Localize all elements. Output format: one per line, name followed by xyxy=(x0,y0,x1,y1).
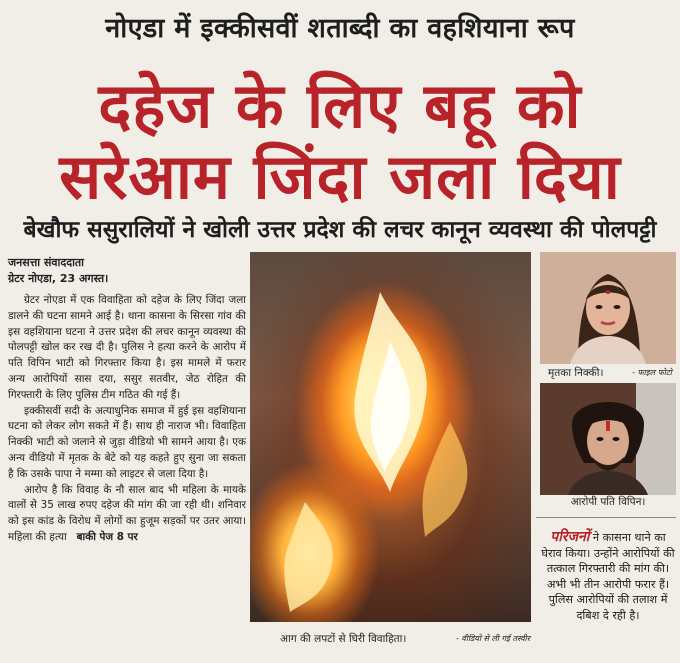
flame-illustration xyxy=(250,252,531,622)
article-paragraph-3-text: आरोप है कि विवाह के नौ साल बाद भी महिला के मायके वालों से 35 लाख रुपए दहेज की मांग की जा रही थी। शनिवार को इस कांड के विरोध में लोगों का हुजूम सड़कों पर उतर आया। महिला की हत्या xyxy=(8,483,246,543)
portrait-accused xyxy=(540,383,676,495)
main-headline-line-1: दहेज के लिए बहू को xyxy=(98,69,582,142)
kicker-headline: नोएडा में इक्कीसवीं शताब्दी का वहशियाना रूप xyxy=(105,13,575,44)
sidebar-divider xyxy=(536,517,676,518)
main-photo-caption: आग की लपटों से घिरी विवाहिता। xyxy=(280,633,407,645)
main-photo-credit: - वीडियो से ली गई तस्वीर xyxy=(456,634,530,643)
subheadline: बेखौफ ससुरालियों ने खोली उत्तर प्रदेश की लचर कानून व्यवस्था की पोलपट्टी xyxy=(23,217,657,243)
main-photo-caption-bar xyxy=(250,628,530,650)
accused-caption: आरोपी पति विपिन। xyxy=(570,496,646,508)
victim-portrait-illustration xyxy=(540,252,676,364)
place-date: ग्रेटर नोएडा, 23 अगस्त। xyxy=(8,272,109,285)
article-paragraph-3 xyxy=(8,483,246,546)
victim-caption: मृतका निक्की। xyxy=(548,367,604,379)
main-headline-line-2: सरेआम जिंदा जला दिया xyxy=(59,140,621,213)
article-body xyxy=(8,293,246,649)
victim-photo-credit: - फाइल फोटो xyxy=(632,368,672,377)
sidebar-lead-word: परिजनों xyxy=(550,529,590,545)
continued-on-page: बाकी पेज 8 पर xyxy=(76,530,138,543)
victim-caption-bar xyxy=(540,364,676,382)
byline xyxy=(8,255,248,287)
article-paragraph-1: ग्रेटर नोएडा में एक विवाहिता को दहेज के लिए जिंदा जला डालने की घटना सामने आई है। थाना कासना के सिरसा गांव की इस वहशियाना घटना ने उत्तर प्रदेश की लचर कानून व्यवस्था की पोलपट्टी खोल कर रख दी है। पुलिस ने हत्या करने के आरोप में पति विपिन भाटी को गिरफ्तार किया है। इस मामले में फरार अन्य आरोपियों सास दया, ससुर सतवीर, जेठ रोहित की गिरफ्तारी के लिए पुलिस टीम गठित की गई हैं। xyxy=(8,294,246,401)
article-paragraph-2: इक्कीसवीं सदी के अत्याधुनिक समाज में हुई इस वहशियाना घटना को लेकर लोग सकते में हैं। साथ ही नाराज भी। विवाहिता निक्की भाटी को जलाने से जुड़ा वीडियो भी सामने आया है। एक अन्य वीडियो में मृतक के बेटे को यह कहते हुए सुना जा सकता है कि उसके पापा ने मम्मा को लाइटर से जला दिया है। xyxy=(8,404,246,480)
sidebar-text xyxy=(540,530,676,623)
main-photo-fire xyxy=(250,252,531,622)
sidebar-body: ने कासना थाने का घेराव किया। उन्होंने आरोपियों की तत्काल गिरफ्तारी की मांग की। अभी भी तीन आरोपी फरार हैं। पुलिस आरोपियों की तलाश में दबिश दे रही है। xyxy=(541,531,675,622)
reporter-credit: जनसत्ता संवाददाता xyxy=(8,256,85,269)
portrait-victim xyxy=(540,252,676,364)
accused-portrait-illustration xyxy=(540,383,676,495)
